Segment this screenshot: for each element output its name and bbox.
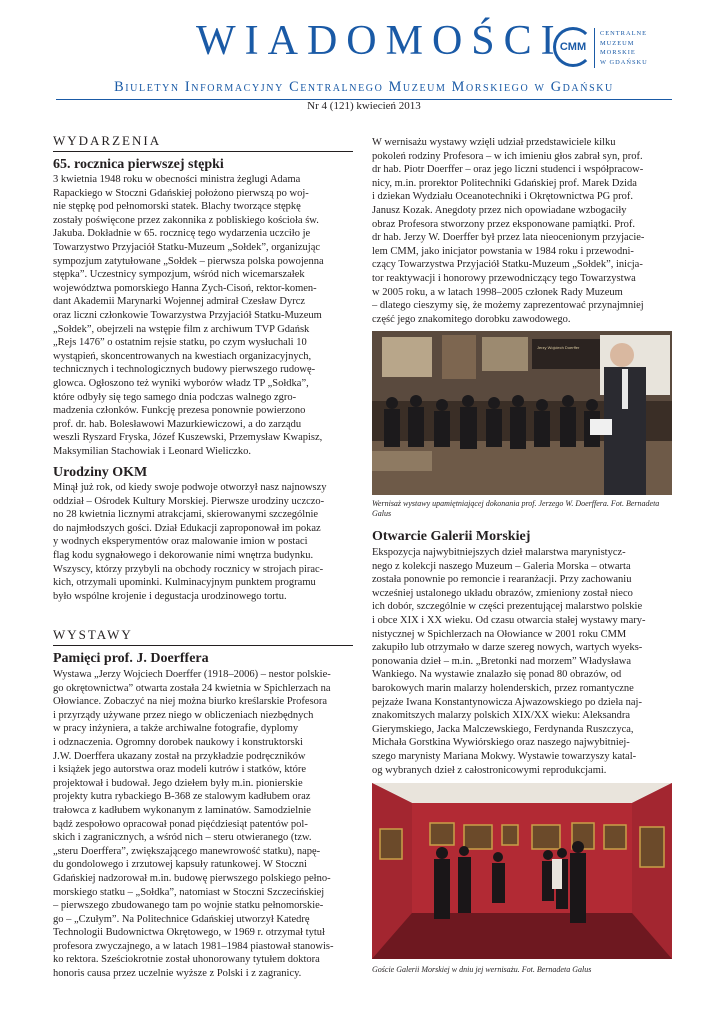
text-line: ich dobór, szczególnie w części prezentującej malarstwo polskie [372,601,643,613]
text-line: Janusz Kozak. Anegdoty przez nich opowiadane wzbogaciły [372,204,627,216]
text-line: weszli Ryszard Fryska, Józef Kuszewski, Przemysław Kwapisz, [53,432,323,444]
text-line: szego marynisty Mariana Mokwy. Wystawie towarzyszy katal- [372,750,637,762]
article-body [53,668,353,981]
text-line: y wodnych eksperymentów oraz malowanie imion w postaci [53,536,308,548]
text-line: tor reaktywacji i honorowy przewodniczący tego Towarzystwa [372,272,636,284]
exhibition-opening-photo [372,331,672,495]
text-line: morskiego statku – „Sołdka”, natomiast w Stoczni Szczecińskiej [53,886,325,898]
text-line: obraz Profesora stworzony przez eksponowane pamiątki. Prof. [372,218,635,230]
photo-caption: Goście Galerii Morskiej w dniu jej wernisażu. Fot. Bernadeta Galus [372,965,592,974]
text-line: do najmłodszych gości. Dział Edukacji zaproponował im pokaz [53,522,321,534]
logo-text-line: MUZEUM [600,39,635,47]
text-line: honoris causa przez uczelnie wyższe z Polski i z zagranicy. [53,968,302,980]
text-line: wcześniej ustalonego układu obrazów, zmieniony został nieco [372,587,633,599]
text-line: województwa pomorskiego Hanna Zych-Cisoń, rektor-komen- [53,282,317,294]
article-body [53,481,353,603]
masthead-subtitle: Biuletyn Informacyjny Centralnego Muzeum Morskiego w Gdańsku [114,79,614,95]
article-headline: 65. rocznica pierwszej stępki [53,157,224,172]
text-line: zostały poświęcone przez zakonnika z pobliskiego kościoła św. [53,214,319,226]
article-headline: Pamięci prof. J. Doerffera [53,651,209,666]
gallery-opening-photo [372,783,672,959]
text-line: du gondolowego i zrzutowej kapsuły ratunkowej. W Stoczni [53,859,307,871]
text-line: i odznaczenia. Ogromny dorobek naukowy i konstruktorski [53,736,303,748]
text-line: w pracy inżyniera, a także archiwalne fotografie, dyplomy [53,723,299,735]
text-line: które odbyły się tego samego dnia podczas walnego zgro- [53,391,297,403]
text-line: nistycznej w Spichlerzach na Ołowiance w 2001 roku CMM [372,628,627,640]
text-line: pejzaże Iwana Konstantynowicza Ajwazowskiego po dzieła naj- [372,696,642,708]
logo-divider [594,28,595,68]
text-line: i obce XIX i XX wieku. Od czasu otwarcia stałej wystawy mary- [372,614,646,626]
text-line: i dziekan Wydziału Oceanotechniki i Okrętownictwa PG prof. [372,191,634,203]
museum-logo [553,27,593,67]
text-line: J.W. Doerffera ukazany został na przykładzie podręczników [53,750,306,762]
text-line: ponowania dzieł – m.in. „Bretonki nad morzem” Władysława [372,655,632,667]
text-line: „steru Doerffera”, zwiększającego manewrowość statku), napę- [53,845,321,857]
text-line: „Sołdek”, obejrzeli na wstępie film z archiwum TVP Gdańsk [53,323,310,335]
text-line: – pierwszego zbudowanego tam po wojnie statku pełnomorskie- [53,900,324,912]
text-line: Ołowiance. Zobaczyć na niej można biurko kreślarskie Profesora [53,696,328,708]
text-line: barokowych marin malarzy holenderskich, przez romantyczne [372,682,634,694]
text-line: technicznych i technologicznych budowy pierwszego rudowę- [53,364,316,376]
text-line: kich, otrzymali upominki. Kulminacyjnym punktem programu [53,577,316,589]
text-line: Jakuba. Dokładnie w 65. rocznicę tego wydarzenia uczciło je [53,228,311,240]
text-line: lem CMM, jako inicjator powstania w 1984 roku i przewodni- [372,245,634,257]
text-line: W wernisażu wystawy wzięli udział przedstawiciele kilku [372,137,616,148]
article-body [53,173,353,458]
text-line: nie stępkę pod pełnomorski statek. Blachy tworzące stępkę [53,201,301,213]
text-line: trałowca z kadłubem wykonanym z laminatów. Samodzielnie [53,804,311,816]
logo-text-line: W GDAŃSKU [600,58,648,66]
section-header-events: WYDARZENIA [53,133,353,152]
logo-letters: CMM [559,41,587,53]
text-line: nego z kolekcji naszego Muzeum – Galeria Morska – otwarta [372,560,631,572]
text-line: Wankiego. Na wystawie znalazło się ponad 80 obrazów, od [372,669,622,681]
text-line: wystąpień, skoncentrowanych na kwestiach organizacyjnych, [53,350,312,362]
text-line: czący Towarzystwa Przyjaciół Statku-Muzeum „Sołdek”, inicja- [372,259,643,271]
text-line: zakupiło lub otrzymało w darze szereg nowych, wartych wyeks- [372,642,643,654]
text-line: Minął już rok, od kiedy swoje podwoje otworzył nasz najnowszy [53,482,327,493]
photo-caption [372,499,672,519]
text-line: oraz liczni członkowie Towarzystwa Przyjaciół Statku-Muzeum [53,309,322,321]
logo-text-line: MORSKIE [600,49,636,56]
photo-sign-text: Jerzy Wojciech Doerffer [537,345,580,350]
section-header-exhibitions: WYSTAWY [53,627,353,646]
text-line: Gdańskiej nadzorował m.in. budowę pierwszego polskiego pełno- [53,872,331,884]
article-body [372,546,672,777]
text-line: nicy, m.in. prorektor Politechniki Gdańskiej prof. Marek Dzida [372,177,637,189]
text-line: Galus [372,509,392,518]
text-line: Towarzystwo Przyjaciół Statku-Muzeum „Sołdek”, organizując [53,241,321,253]
text-line: go – „Czułym”. Na Politechnice Gdańskiej utworzył Katedrę [53,913,310,925]
text-line: część jego znakomitego dorobku zawodowego. [372,313,571,325]
logo-text-line: CENTRALNE [600,30,647,37]
text-line: Wystawa „Jerzy Wojciech Doerffer (1918–2006) – nestor polskie- [53,669,331,680]
text-line: profesora zwyczajnego, a w latach 1981–1984 piastował stanowis- [53,940,334,952]
text-line: Ekspozycja najwybitniejszych dzieł malarstwa marynistycz- [372,547,626,558]
text-line: projektował i budował. Jego dziełem były m.in. pionierskie [53,777,303,789]
text-line: „Rejs 1476” o ostatnim rejsie statku, po czym wysłuchali 10 [53,337,307,349]
text-line: og wybranych dzieł z całostronicowymi reprodukcjami. [372,764,607,776]
text-line: prof. dr. hab. Bolesławowi Mazurkiewiczowi, a do zarządu [53,418,302,430]
text-line: – dlatego cieszymy się, że możemy zaprezentować przynajmniej [372,300,644,312]
text-line: skich i zagranicznych, a wśród nich – steru otwieranego (tzw. [53,832,312,844]
text-line: i przyrządy używane przez niego w obliczeniach niezbędnych [53,709,314,721]
text-line: Wernisaż wystawy upamiętniającej dokonania prof. Jerzego W. Doerffera. Fot. Bernadeta [372,499,660,508]
masthead-title: WIADOMOŚCI [196,18,564,64]
text-line: madzenia członków. Funkcję prezesa ponownie powierzono [53,405,306,417]
text-line: w 2005 roku, a w latach 1998–2005 członek Rady Muzeum [372,286,623,298]
text-line: Technologii Budownictwa Okrętowego, w 1969 r. otrzymał tytuł [53,927,325,939]
text-line: dr hab. Piotr Doerffer – oraz jego liczni studenci i współpracow- [372,164,644,176]
text-line: go okrętownictwa” otwarta została 24 kwietnia w Spichlerzach na [53,682,331,694]
article-headline: Urodziny OKM [53,465,148,480]
text-line: oddział – Ośrodek Kultury Morskiej. Pierwsze urodziny uczczo- [53,495,325,507]
text-line: flag kodu sygnałowego i dekorowanie nimi wnętrza budynku. [53,549,314,561]
text-line: 3 kwietnia 1948 roku w obecności ministra żeglugi Adama [53,174,301,185]
text-line: Rapackiego w Stoczni Gdańskiej położono pierwszą po woj- [53,187,309,199]
text-line: Gierymskiego, Jacka Malczewskiego, Ferdynanda Ruszczyca, [372,723,634,735]
text-line: znakomitszych malarzy polskich XIX/XX wieku: Aleksandra [372,710,631,722]
text-line: Wszyscy, którzy przybyli na obchody rocznicy w strojach pirac- [53,563,324,575]
text-line: pokoleń rodziny Profesora – w ich imieniu głos zabrał syn, prof. [372,150,643,162]
text-line: ko rektora. Sześciokrotnie został uhonorowany tytułem doktora [53,954,320,966]
text-line: i książek jego autorstwa oraz modeli kutrów i statków, które [53,764,306,776]
text-line: została ponownie po remoncie i rearanżacji. Przy zachowaniu [372,574,632,586]
text-line: sympozjum zatytułowane „Sołdek – pierwsza polska powojenna [53,255,324,267]
issue-number: Nr 4 (121) kwiecień 2013 [307,100,421,112]
text-line: glowca. Ogłoszono też wyniki wyborów władz TP „Sołdka”, [53,377,309,389]
text-line: no 28 kwietnia licznymi atrakcjami, skierowanymi szczególnie [53,509,319,521]
text-line: bądź zespołowo opracował ponad pięćdziesiąt patentów pol- [53,818,308,830]
text-line: Michała Gorstkina Wywiórskiego oraz naszego najwybitniej- [372,737,630,749]
logo-text [600,29,648,67]
text-line: dr hab. Jerzy W. Doerffer był przez lata nieocenionym przyjacie- [372,232,645,244]
text-line: było wspólne krojenie i degustacja urodzinowego tortu. [53,590,287,602]
text-line: stępka”. Uczestnicy sympozjum, wśród nich wicemarszałek [53,269,305,281]
article-body [372,136,672,326]
text-line: Maksymilian Stachowiak i Leonard Wieliczko. [53,445,251,457]
text-line: projekty kutra rybackiego B-368 ze stalowym kadłubem oraz [53,791,311,803]
text-line: dant Akademii Marynarki Wojennej admirał Czesław Dyrcz [53,296,306,308]
article-headline: Otwarcie Galerii Morskiej [372,529,531,544]
